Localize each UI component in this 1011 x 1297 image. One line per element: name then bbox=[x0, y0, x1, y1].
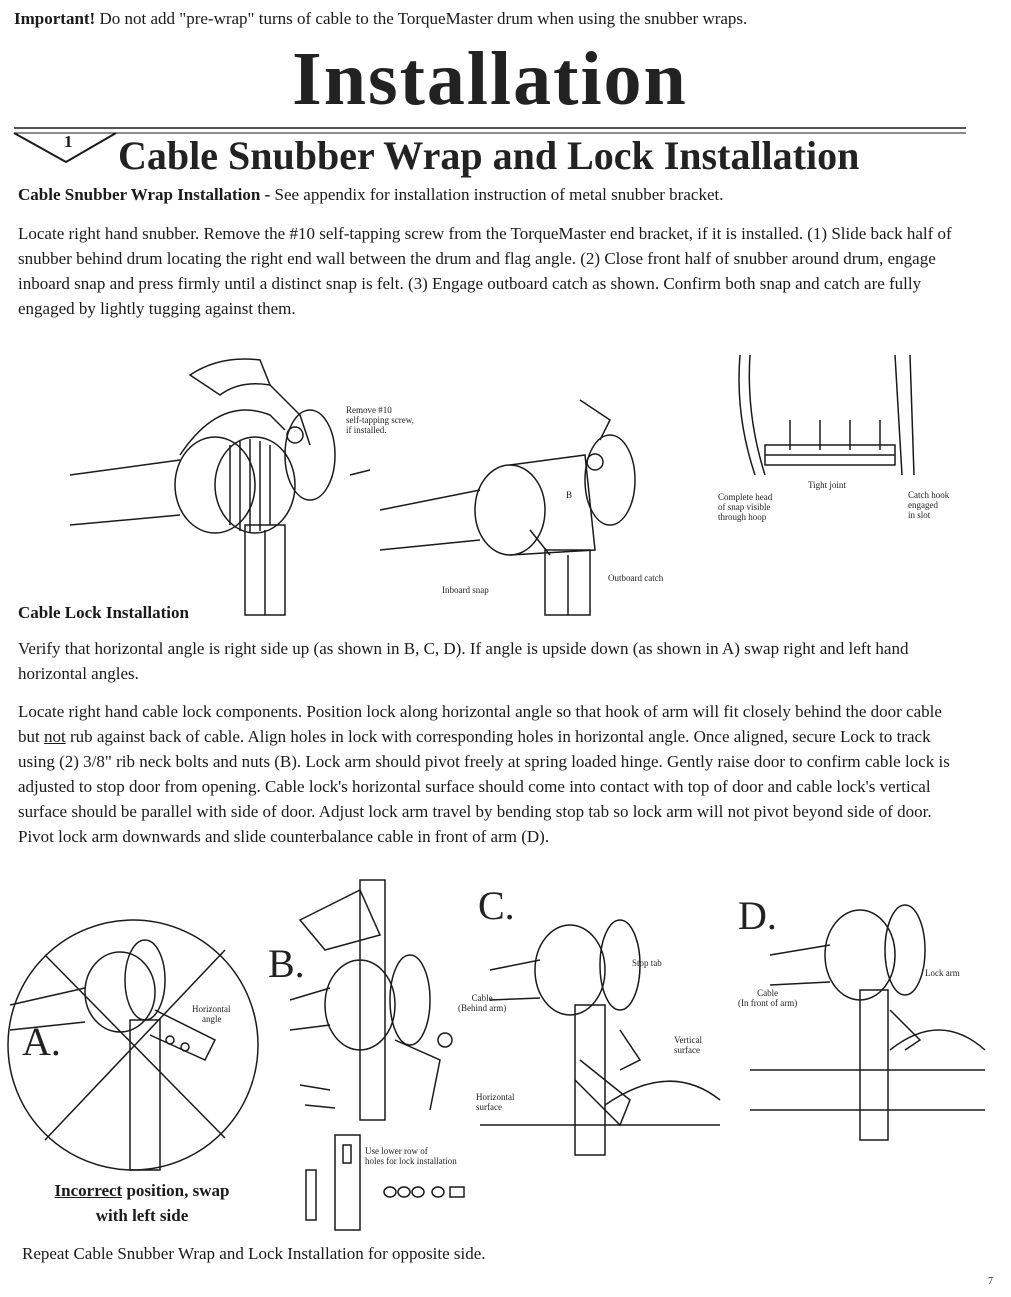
label-remove-screw-2: self-tapping screw, bbox=[346, 415, 414, 425]
label-horizontal-angle bbox=[192, 1004, 231, 1024]
label-horizontal-surface bbox=[476, 1092, 515, 1112]
incorrect-caption bbox=[22, 1178, 262, 1228]
label-horizontal-angle-1: Horizontal bbox=[192, 1004, 231, 1014]
label-b-marker: B bbox=[566, 490, 573, 500]
label-catch-hook bbox=[908, 490, 949, 520]
label-cable-behind-1: Cable bbox=[471, 993, 493, 1003]
label-inboard-snap: Inboard snap bbox=[442, 585, 489, 595]
lock-para2 bbox=[18, 699, 963, 849]
snubber-detail-illustration bbox=[730, 355, 930, 495]
label-vertical-surface-2: surface bbox=[674, 1045, 700, 1055]
lock-para1: Verify that horizontal angle is right side up (as shown in B, C, D). If angle is upside down (as shown in A) swap right and left hand horizontal angles. bbox=[18, 639, 909, 683]
lock-para2-a: Locate right hand cable lock components. Position lock along horizontal angle so that hook of arm will fit closely behind the door cable but bbox=[18, 702, 942, 746]
lock-para2-not: not bbox=[43, 727, 66, 746]
important-text: Do not add "pre-wrap" turns of cable to the TorqueMaster drum when using the snubber wraps. bbox=[95, 9, 748, 28]
lock-heading: Cable Lock Installation bbox=[18, 603, 189, 622]
label-tight-joint: Tight joint bbox=[808, 480, 846, 490]
page-title: Installation bbox=[292, 37, 688, 121]
figure-b-illustration bbox=[280, 880, 480, 1235]
snubber-open-illustration bbox=[70, 355, 370, 615]
label-vertical-surface-1: Vertical bbox=[674, 1035, 702, 1045]
label-complete-head-1: Complete head bbox=[718, 492, 773, 502]
section-number: 1 bbox=[64, 132, 73, 151]
label-stop-tab: Stop tab bbox=[632, 958, 662, 968]
label-outboard-catch: Outboard catch bbox=[608, 573, 664, 583]
lock-para2-b: rub against back of cable. Align holes in lock with corresponding holes in horizontal angle. Once aligned, secure Lock to track using (2) 3/8" rib neck bolts and nuts (B). Lock arm should pivot freely at spring loaded hinge. Gently raise door to confirm cable lock is adjusted to stop door from opening. Cable lock's horizontal surface should come into contact with top of door and cable lock's vertical surface should be parallel with side of door. Adjust lock arm travel by bending stop tab so lock arm will not pivot beyond side of door. Pivot lock arm downwards and slide counterbalance cable in front of arm (D). bbox=[18, 727, 950, 846]
incorrect-underlined: Incorrect bbox=[54, 1181, 123, 1200]
label-remove-screw-1: Remove #10 bbox=[346, 405, 392, 415]
label-remove-screw-3: if installed. bbox=[346, 425, 387, 435]
section-title: Cable Snubber Wrap and Lock Installation bbox=[118, 133, 860, 178]
incorrect-rest: position, swap bbox=[122, 1181, 230, 1200]
figure-a-letter: A. bbox=[22, 1019, 61, 1064]
label-use-lower-2: holes for lock installation bbox=[365, 1156, 457, 1166]
label-catch-hook-3: in slot bbox=[908, 510, 931, 520]
label-horizontal-surface-1: Horizontal bbox=[476, 1092, 515, 1102]
page-number: 7 bbox=[988, 1276, 993, 1287]
label-use-lower bbox=[365, 1146, 457, 1166]
label-horizontal-surface-2: surface bbox=[476, 1102, 502, 1112]
label-complete-head bbox=[718, 492, 772, 522]
label-complete-head-3: through hoop bbox=[718, 512, 767, 522]
incorrect-line-2: with left side bbox=[95, 1206, 189, 1225]
figure-d-illustration bbox=[730, 910, 990, 1160]
label-cable-behind bbox=[458, 993, 506, 1013]
incorrect-line-1 bbox=[22, 1178, 262, 1203]
label-cable-behind-2: (Behind arm) bbox=[458, 1003, 507, 1013]
label-vertical-surface bbox=[674, 1035, 702, 1055]
snubber-heading: Cable Snubber Wrap Installation - bbox=[18, 185, 271, 204]
repeat-instruction: Repeat Cable Snubber Wrap and Lock Installation for opposite side. bbox=[22, 1244, 486, 1263]
important-prefix: Important! bbox=[14, 9, 96, 28]
figure-d-letter: D. bbox=[738, 893, 777, 938]
figure-b-letter: B. bbox=[268, 941, 305, 986]
label-cable-front bbox=[738, 988, 797, 1008]
important-note bbox=[14, 6, 1004, 31]
label-horizontal-angle-2: angle bbox=[202, 1014, 222, 1024]
figure-c-letter: C. bbox=[478, 883, 515, 928]
snubber-heading-line bbox=[18, 182, 998, 207]
snubber-heading-rest: See appendix for installation instruction of metal snubber bracket. bbox=[270, 185, 724, 204]
label-cable-front-1: Cable bbox=[757, 988, 779, 998]
label-catch-hook-2: engaged bbox=[908, 500, 938, 510]
label-lock-arm: Lock arm bbox=[925, 968, 960, 978]
label-catch-hook-1: Catch hook bbox=[908, 490, 950, 500]
label-cable-front-2: (In front of arm) bbox=[738, 998, 798, 1008]
label-complete-head-2: of snap visible bbox=[718, 502, 771, 512]
snubber-body: Locate right hand snubber. Remove the #10 self-tapping screw from the TorqueMaster end bracket, if it is installed. (1) Slide back half of snubber behind drum locating the right end wall between the drum and flag angle. (2) Close front half of snubber around drum, engage inboard snap and press firmly until a distinct snap is felt. (3) Engage outboard catch as shown. Confirm both snap and catch are fully engaged by lightly tugging against them. bbox=[18, 224, 952, 318]
label-use-lower-1: Use lower row of bbox=[365, 1146, 428, 1156]
